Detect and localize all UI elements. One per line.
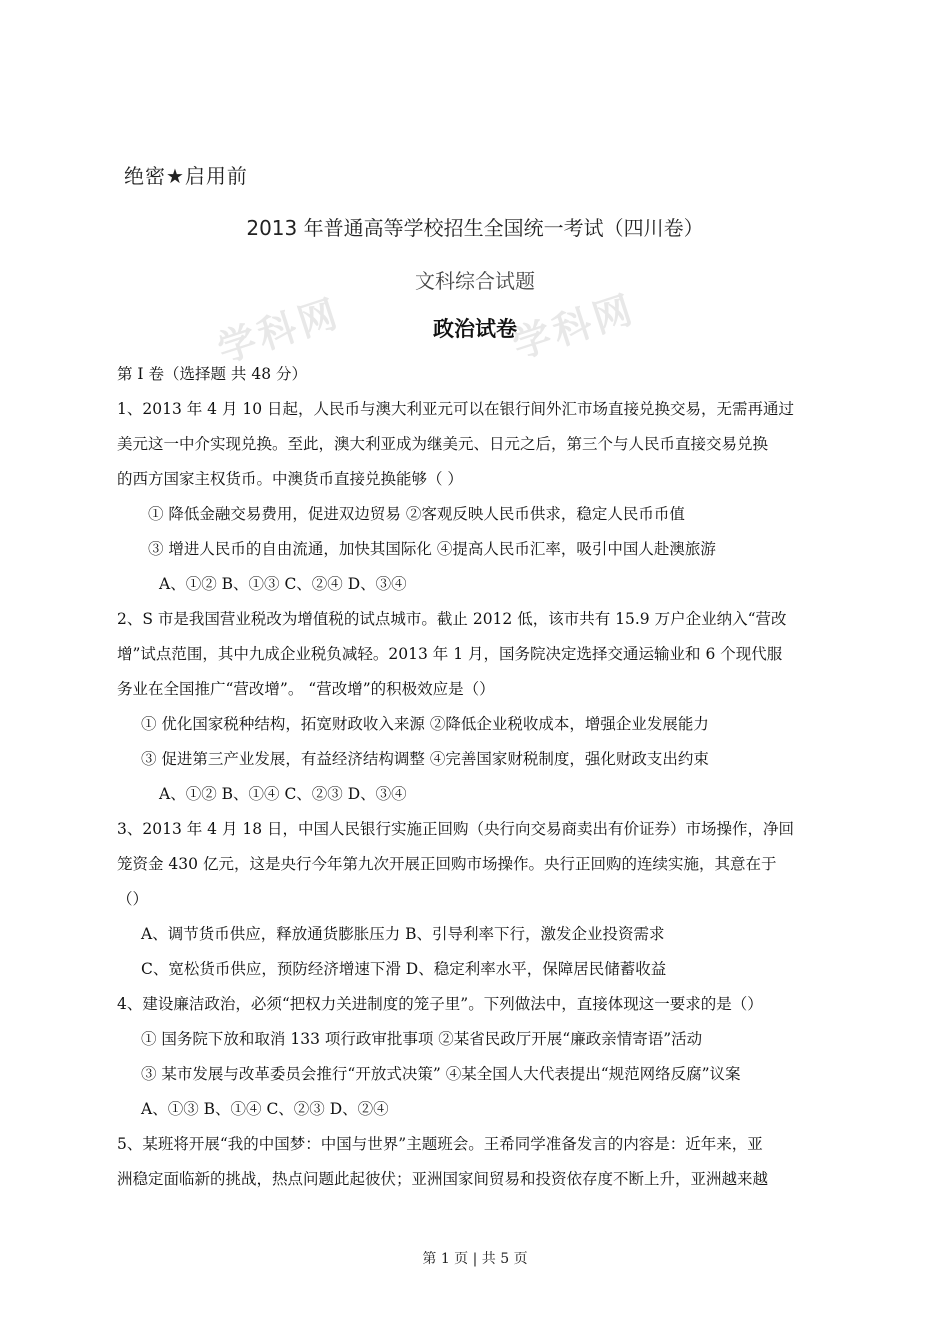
option-line: ① 优化国家税种结构，拓宽财政收入来源 ②降低企业税收成本，增强企业发展能力 xyxy=(141,715,709,733)
confidential-label: 绝密★启用前 xyxy=(124,164,248,188)
option-line: ① 降低金融交易费用，促进双边贸易 ②客观反映人民币供求，稳定人民币币值 xyxy=(148,505,685,523)
answer-choices: A、①② B、①④ C、②③ D、③④ xyxy=(159,785,407,803)
section-heading: 第 I 卷（选择题 共 48 分） xyxy=(117,365,307,383)
subject-title: 政治试卷 xyxy=(433,317,517,341)
exam-subtitle: 文科综合试题 xyxy=(415,269,535,293)
question-text: 4、建设廉洁政治，必须“把权力关进制度的笼子里”。下列做法中，直接体现这一要求的是（） xyxy=(117,995,763,1013)
option-line: ③ 增进人民币的自由流通，加快其国际化 ④提高人民币汇率，吸引中国人赴澳旅游 xyxy=(148,540,716,558)
option-line: C、宽松货币供应，预防经济增速下滑 D、稳定利率水平，保障居民储蓄收益 xyxy=(141,960,667,978)
question-text: 的西方国家主权货币。中澳货币直接兑换能够（ ） xyxy=(117,470,463,488)
watermark: 学科网 xyxy=(212,290,346,372)
question-text: 务业在全国推广“营改增”。 “营改增”的积极效应是（） xyxy=(117,680,495,698)
watermark: 学科网 xyxy=(507,286,641,368)
question-text: 增”试点范围，其中九成企业税负减轻。2013 年 1 月，国务院决定选择交通运输业和 6 个现代服 xyxy=(117,645,783,663)
question-text: 1、2013 年 4 月 10 日起，人民币与澳大利亚元可以在银行间外汇市场直接兑换交易，无需再通过 xyxy=(117,400,795,418)
option-line: ③ 某市发展与改革委员会推行“开放式决策” ④某全国人大代表提出“规范网络反腐”议案 xyxy=(141,1065,741,1083)
question-text: 笼资金 430 亿元，这是央行今年第九次开展正回购市场操作。央行正回购的连续实施，其意在于 xyxy=(117,855,777,873)
exam-title: 2013 年普通高等学校招生全国统一考试（四川卷） xyxy=(246,216,704,240)
question-text: 洲稳定面临新的挑战，热点问题此起彼伏；亚洲国家间贸易和投资依存度不断上升，亚洲越来越 xyxy=(117,1170,769,1188)
question-text: 2、S 市是我国营业税改为增值税的试点城市。截止 2012 低，该市共有 15.9 万户企业纳入“营改 xyxy=(117,610,787,628)
question-text: 3、2013 年 4 月 18 日，中国人民银行实施正回购（央行向交易商卖出有价证券）市场操作，净回 xyxy=(117,820,795,838)
question-text: 5、某班将开展“我的中国梦：中国与世界”主题班会。王希同学准备发言的内容是：近年来，亚 xyxy=(117,1135,763,1153)
question-text: 美元这一中介实现兑换。至此，澳大利亚成为继美元、日元之后，第三个与人民币直接交易兑换 xyxy=(117,435,769,453)
page-footer: 第 1 页 | 共 5 页 xyxy=(422,1251,528,1267)
question-text: （） xyxy=(117,890,149,908)
answer-choices: A、①② B、①③ C、②④ D、③④ xyxy=(159,575,407,593)
option-line: ③ 促进第三产业发展，有益经济结构调整 ④完善国家财税制度，强化财政支出约束 xyxy=(141,750,709,768)
option-line: ① 国务院下放和取消 133 项行政审批事项 ②某省民政厅开展“廉政亲情寄语”活动 xyxy=(141,1030,703,1048)
option-line: A、调节货币供应，释放通货膨胀压力 B、引导利率下行，激发企业投资需求 xyxy=(141,925,665,943)
answer-choices: A、①③ B、①④ C、②③ D、②④ xyxy=(141,1100,389,1118)
